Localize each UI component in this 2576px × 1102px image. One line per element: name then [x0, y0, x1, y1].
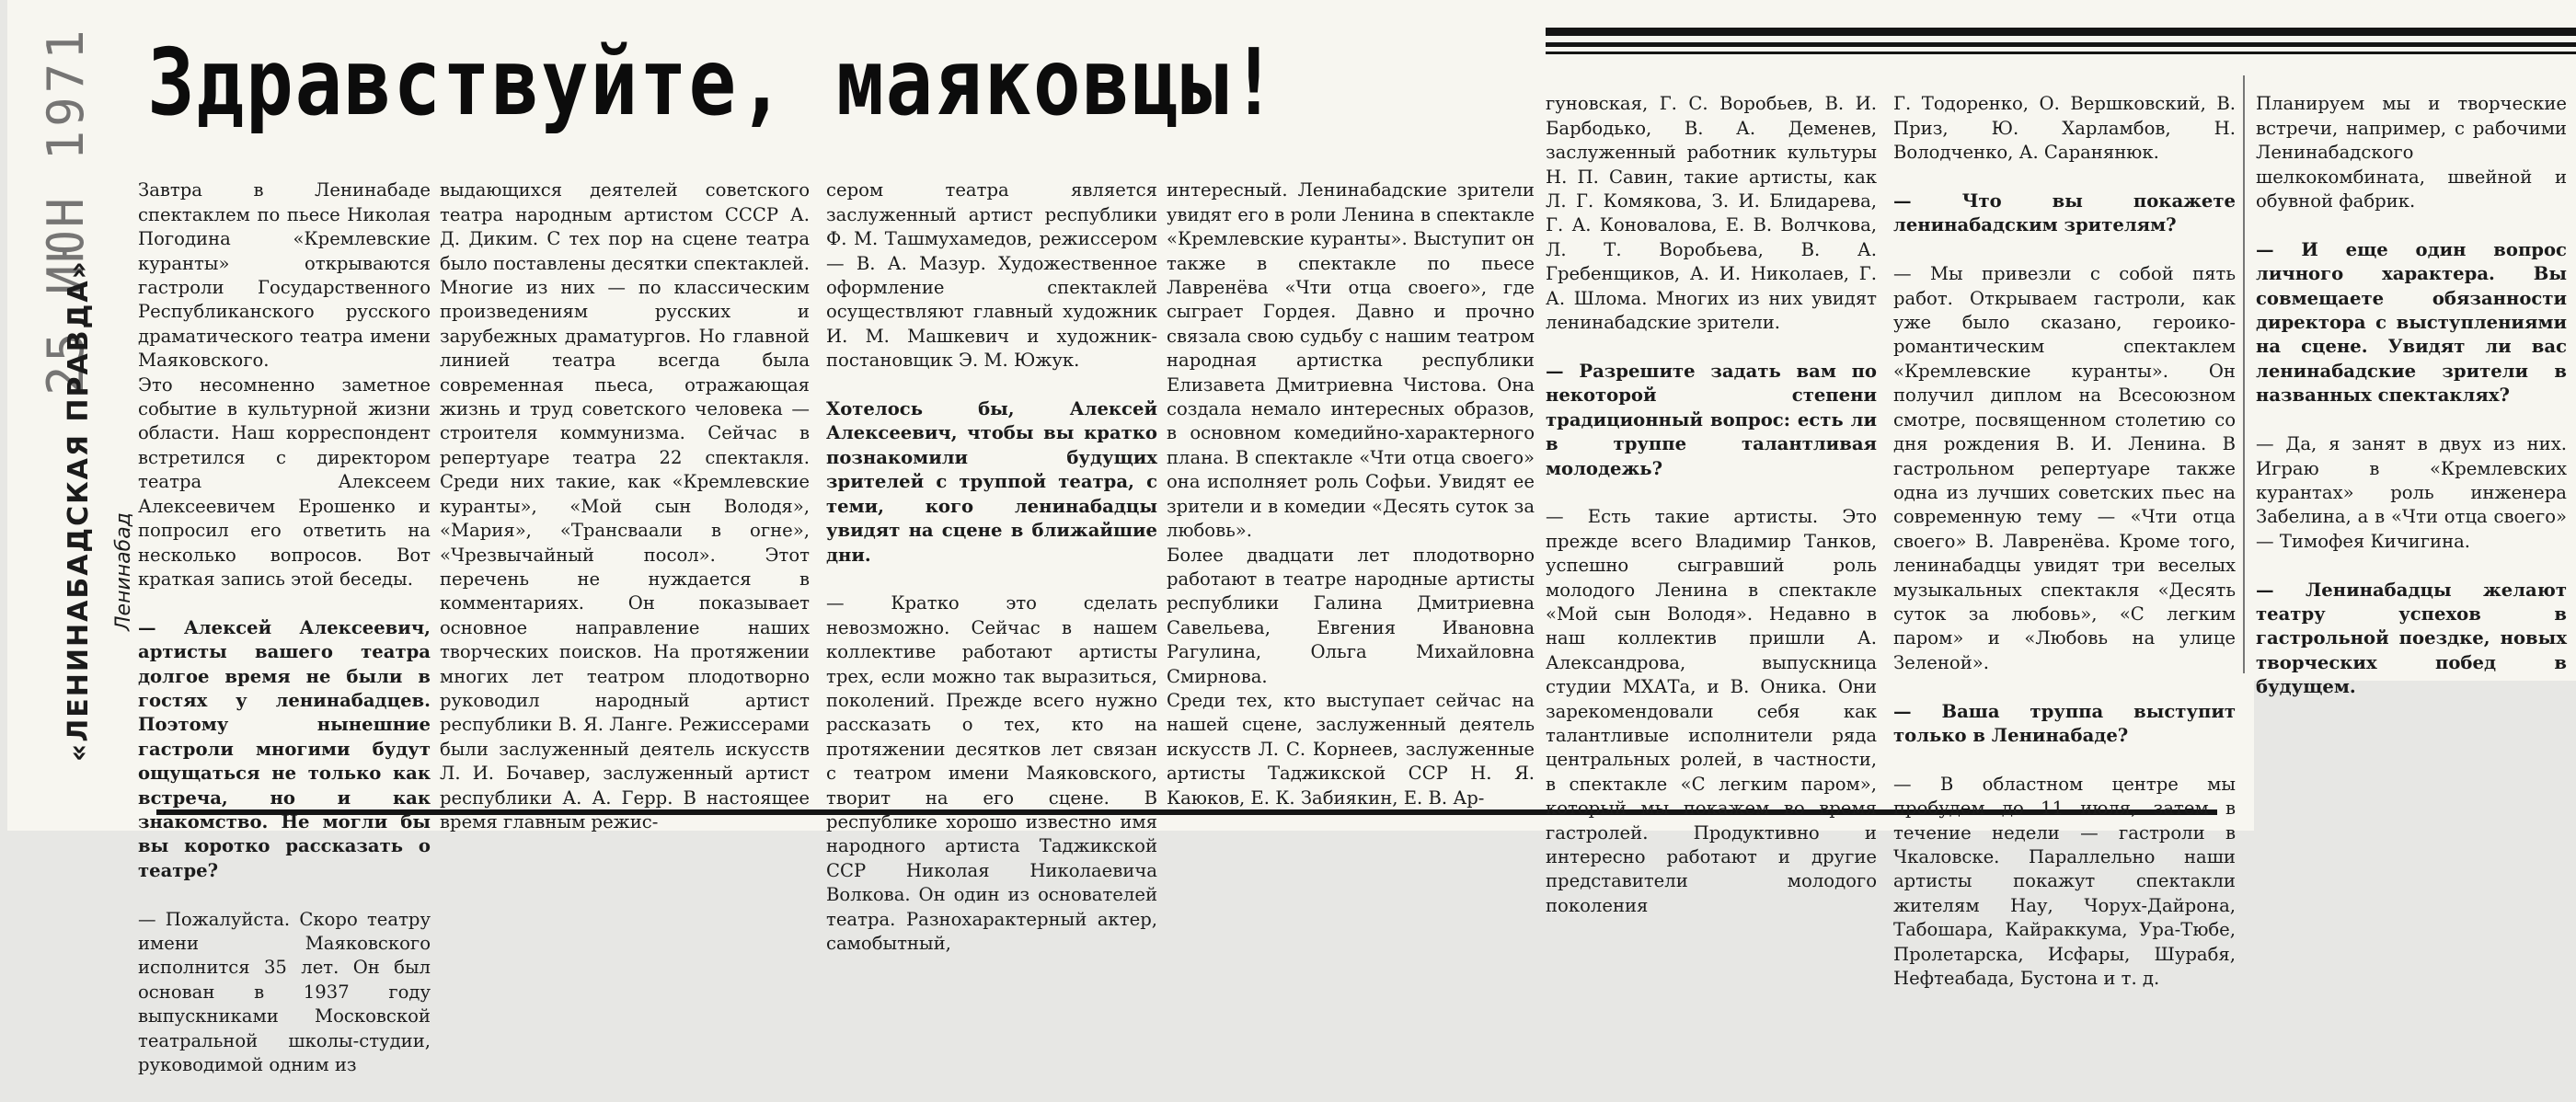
column-3	[826, 155, 1157, 954]
question-6: — И еще один вопрос личного характера. Вы совмещаете обязанности директора с выступлениями на сцене. Увидят ли вас ленинабадские зрители в названных спектаклях?	[2256, 238, 2567, 407]
column-2	[440, 155, 810, 832]
answer-3: — Есть такие артисты. Это прежде всего Владимир Танков, успешно сыгравший роль молодого Ленина в спектакле «Мой сын Володя». Недавно в наш коллектив пришли А. Александрова, выпускница студии МХАТа, и В. Оника. Они зарекомендовали себя как талантливые исполнители ряда центральных ролей, в частности, в спектакле «С легким паром», который мы покажем во время гастролей. Продуктивно и интересно работают и другие представители молодого поколения	[1546, 506, 1877, 916]
closing-wish: — Ленинабадцы желают театру успехов в гастрольной поездке, новых творческих побед в будущем.	[2256, 579, 2567, 698]
answer-6: — Да, я занят в двух из них. Играю в «Кремлевских курантах» роль инженера Забелина, а в «Чти отца своего» — Тимофея Кичигина.	[2256, 433, 2567, 552]
answer-5: — В областном центре мы пробудем до 11 июля, затем в течение недели — гастроли в Чкаловске. Параллельно наши артисты покажут спектакли жителям Нау, Чорух-Дайрона, Табошара, Кайраккума, Ура-Тюбе, Пролетарска, Исфары, Шурабя, Нефтеабада, Бустона и т. д.	[1893, 773, 2236, 990]
question-4: — Что вы покажете ленинабадским зрителям?	[1893, 190, 2236, 236]
column-6	[1893, 68, 2236, 990]
intro-text: Завтра в Ленинабаде спектаклем по пьесе Николая Погодина «Кремлевские куранты» открываются гастроли Государственного Республиканского русского драматического театра имени Маяковского. Это несомненно заметное событие в культурной жизни области. Наш корреспондент встретился с директором театра Алексеем Алексеевичем Ерошенко и попросил его ответить на несколько вопросов. Вот краткая запись этой беседы.	[138, 179, 431, 590]
column-7	[2256, 68, 2567, 698]
newspaper-masthead: «ЛЕНИНАБАДСКАЯ ПРАВДА»	[63, 259, 95, 762]
column-4	[1167, 155, 1535, 808]
answer-1-end: сером театра является заслуженный артист республики Ф. М. Ташмухамедов, режиссером — В. А. Мазур. Художественное оформление спектаклей осуществляют главный художник И. М. Машкевич и художник-постановщик Э. М. Южук.	[826, 179, 1157, 372]
column-1	[138, 155, 431, 1076]
top-rule-2	[1546, 42, 2576, 47]
column-rule	[2243, 75, 2245, 673]
city-label: Ленинабад	[112, 512, 135, 631]
answer-1-start: — Пожалуйста. Скоро театру имени Маяковского исполнится 35 лет. Он был основан в 1937 году выпускниками Московской театральной школы-студии, руководимой одним из	[138, 908, 431, 1076]
answer-2-end: гуновская, Г. С. Воробьев, В. И. Барбодько, В. А. Деменев, заслуженный работник культуры Н. П. Савин, такие артисты, как Л. Г. Комякова, З. И. Блидарева, Г. А. Коновалова, Е. В. Волчкова, Л. Т. Воробьева, В. А. Гребенщиков, А. И. Николаев, Г. А. Шлома. Многих из них увидят ленинабадские зрители.	[1546, 93, 1877, 334]
top-rule-1	[1546, 28, 2576, 36]
answer-2-start: — Кратко это сделать невозможно. Сейчас в нашем коллективе работают артисты трех, если можно так выразиться, поколений. Прежде всего нужно рассказать о тех, кто на протяжении десятков лет связан с театром имени Маяковского, творит на его сцене. В республике хорошо известно имя народного артиста Таджикской ССР Николая Николаевича Волкова. Он один из основателей театра. Разнохарактерный актер, самобытный,	[826, 592, 1157, 954]
article-title: Здравствуйте, маяковцы!	[147, 29, 1280, 136]
question-3: — Разрешите задать вам по некоторой степени традиционный вопрос: есть ли в труппе талантливая молодежь?	[1546, 360, 1877, 479]
question-5: — Ваша труппа выступит только в Ленинабаде?	[1893, 700, 2236, 746]
date-stamp: 25 ИЮН 1971	[37, 26, 95, 396]
answer-4: — Мы привезли с собой пять работ. Открываем гастроли, как уже было сказано, героико-романтическим спектаклем «Кремлевские куранты». Он получил диплом на Всесоюзном смотре, посвященном столетию со дня рождения В. И. Ленина. В гастрольном репертуаре также одна из лучших советских пьес на современную тему — «Чти отца своего» В. Лавренёва. Кроме того, ленинабадцы увидят три веселых музыкальных спектакля «Десять суток за любовь», «С легким паром» и «Любовь на улице Зеленой».	[1893, 263, 2236, 673]
answer-3-end: Г. Тодоренко, О. Вершковский, В. Приз, Ю. Харламбов, Н. Володченко, А. Саранянюк.	[1893, 93, 2236, 164]
question-2: Хотелось бы, Алексей Алексеевич, чтобы вы кратко познакомили будущих зрителей с труппой театра, с теми, кого ленинабадцы увидят на сцене в ближайшие дни.	[826, 398, 1157, 566]
answer-1-cont: выдающихся деятелей советского театра народным артистом СССР А. Д. Диким. С тех пор на сцене театра было поставлены десятки спектаклей. Многие из них — по классическим произведениям русских и зарубежных драматургов. Но главной линией театра всегда была современная пьеса, отражающая жизнь и труд советского человека — строителя коммунизма. Сейчас в репертуаре театра 22 спектакля. Среди них такие, как «Кремлевские куранты», «Мой сын Володя», «Мария», «Трансваали в огне», «Чрезвычайный посол». Этот перечень не нуждается в комментариях. Он показывает основное направление наших творческих поисков. На протяжении многих лет театром плодотворно руководил народный артист республики В. Я. Ланге. Режиссерами были заслуженный деятель искусств Л. И. Бочавер, заслуженный артист республики А. А. Герр. В настоящее время главным режис-	[440, 179, 810, 832]
top-rule-3	[1546, 52, 2576, 54]
column-5	[1546, 68, 1877, 916]
answer-5-end: Планируем мы и творческие встречи, например, с рабочими Ленинабадского шелкокомбината, швейной и обувной фабрик.	[2256, 93, 2567, 212]
answer-2-cont: интересный. Ленинабадские зрители увидят его в роли Ленина в спектакле «Кремлевские куранты». Выступит он также в спектакле по пьесе Лавренёва «Чти отца своего», где сыграет Гордея. Давно и прочно связала свою судьбу с нашим театром народная артистка республики Елизавета Дмитриевна Чистова. Она создала немало интересных образов, в основном комедийно-характерного плана. В спектакле «Чти отца своего» она исполняет роль Софьи. Увидят ее зрители и в комедии «Десять суток за любовь». Более двадцати лет плодотворно работают в театре народные артисты республики Галина Дмитриевна Савельева, Евгения Ивановна Рагулина, Ольга Михайловна Смирнова. Среди тех, кто выступает сейчас на нашей сцене, заслуженный деятель искусств Л. С. Корнеев, заслуженные артисты Таджикской ССР Н. Я. Каюков, Е. К. Забиякин, Е. В. Ар-	[1167, 179, 1535, 809]
question-1: — Алексей Алексеевич, артисты вашего театра долгое время не были в гостях у ленинабадцев. Поэтому нынешние гастроли многими будут ощущаться не только как встреча, но и как знакомство. Не могли бы вы коротко рассказать о театре?	[138, 616, 431, 881]
